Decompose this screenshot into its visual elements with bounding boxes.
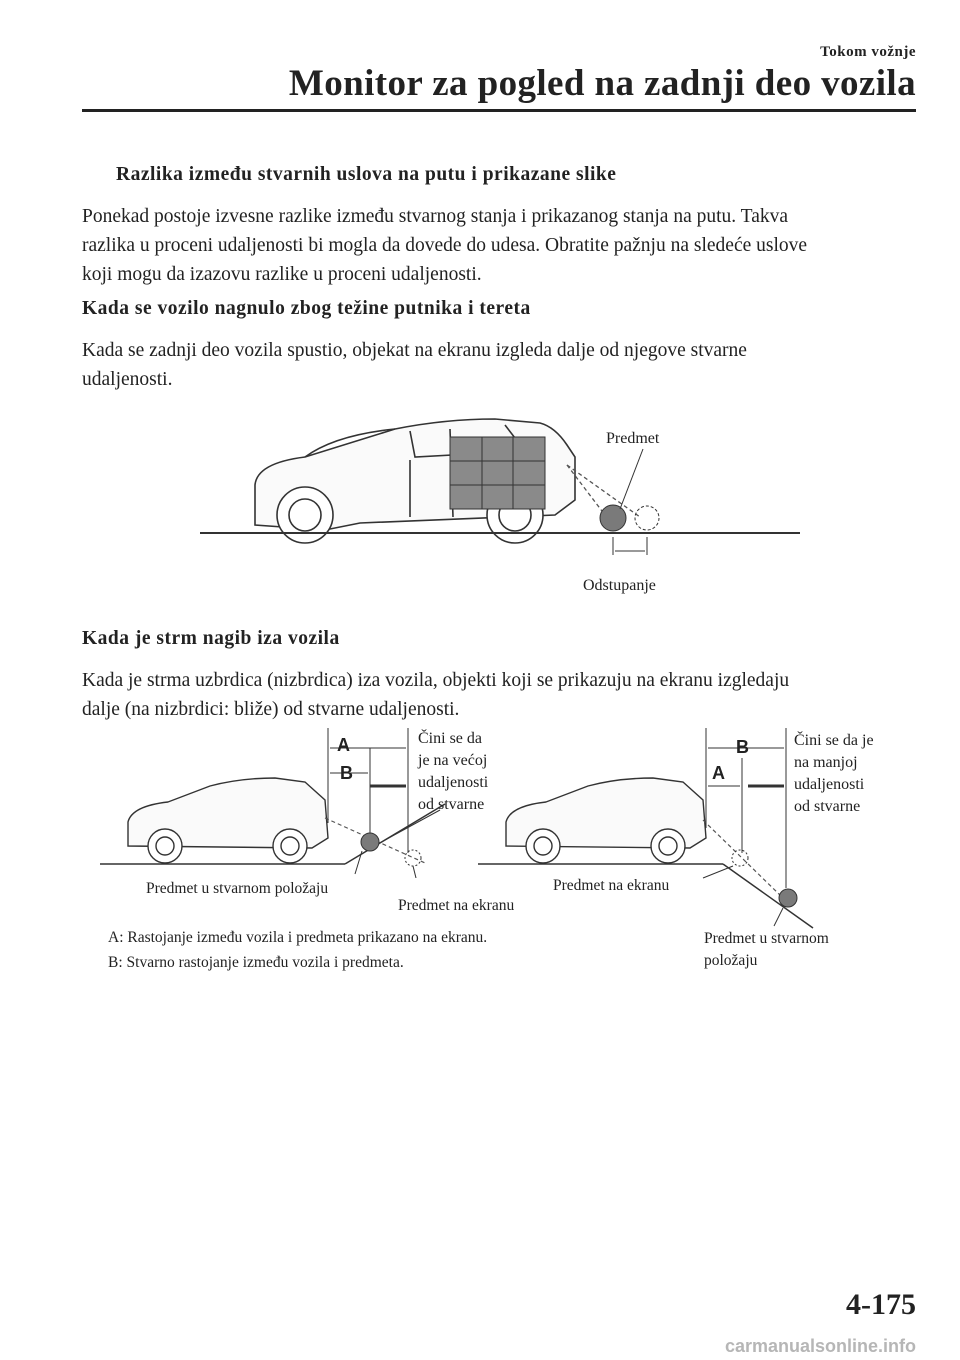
label-on-screen: Predmet na ekranu (553, 877, 670, 894)
caption-line: položaju (704, 952, 758, 969)
tilted-vehicle-figure (195, 405, 805, 555)
car-side-illustration (506, 778, 706, 863)
downhill-figure (478, 728, 818, 938)
caption-line: na manjoj (794, 754, 858, 771)
page-number: 4-175 (846, 1288, 916, 1321)
deviation-marker (613, 537, 647, 555)
label-object: Predmet (606, 430, 660, 447)
label-b: B (736, 737, 749, 757)
slope-paragraph (82, 666, 918, 724)
actual-object-circle (779, 889, 797, 907)
camera-view-line (703, 820, 783, 898)
screen-leader-line (703, 866, 733, 878)
label-deviation: Odstupanje (583, 577, 656, 594)
caption-line: udaljenosti (794, 776, 865, 793)
condition-heading-tilt: Kada se vozilo nagnulo zbog težine putnika i tereta (82, 298, 531, 319)
label-b: B (340, 763, 353, 783)
actual-leader-line (774, 908, 783, 926)
paragraph-line: Ponekad postoje izvesne razlike između stvarnog stanja i prikazanog stanja na putu. Takva (82, 206, 789, 227)
caption-line: Predmet u stvarnom (704, 930, 829, 947)
displayed-object-circle (635, 506, 659, 530)
caption-line: Čini se da je (794, 732, 874, 749)
displayed-object-circle (732, 850, 748, 866)
legend-b: B: Stvarno rastojanje između vozila i predmeta. (108, 954, 404, 971)
condition-heading-slope: Kada je strm nagib iza vozila (82, 628, 340, 649)
label-actual-position: Predmet u stvarnom položaju (146, 880, 329, 897)
caption-line: od stvarne (794, 798, 861, 815)
watermark: carmanualsonline.info (724, 1336, 916, 1356)
tilt-paragraph (82, 336, 918, 394)
object-leader-line (620, 449, 643, 509)
actual-object-circle (600, 505, 626, 531)
paragraph-line: razlika u proceni udaljenosti bi mogla da dovede do udesa. Obratite pažnju na sledeće uslove (82, 235, 808, 256)
label-on-screen: Predmet na ekranu (398, 897, 515, 914)
caption-line: je na većoj (418, 752, 488, 769)
actual-object-circle (361, 833, 379, 851)
label-actual-position (704, 928, 829, 972)
label-a: A (712, 763, 725, 783)
label-a: A (337, 735, 350, 755)
screen-leader-line (413, 866, 416, 878)
subsection-heading: Razlika između stvarnih uslova na putu i prikazane slike (116, 164, 617, 185)
cargo-boxes (450, 437, 545, 509)
section-header: Tokom vožnje (820, 44, 916, 60)
page-title: Monitor za pogled na zadnji deo vozila (288, 63, 916, 104)
caption-line: Čini se da (418, 730, 482, 747)
appears-closer-label (794, 730, 874, 818)
slope-line (723, 864, 813, 928)
caption-line: od stvarne (418, 796, 485, 813)
paragraph-line: dalje (na nizbrdici: bliže) od stvarne udaljenosti. (82, 699, 460, 720)
paragraph-line: udaljenosti. (82, 369, 173, 390)
legend-a: A: Rastojanje između vozila i predmeta prikazano na ekranu. (108, 929, 488, 946)
car-side-illustration (128, 778, 328, 863)
actual-leader-line (355, 851, 362, 874)
paragraph-line: Kada je strma uzbrdica (nizbrdica) iza vozila, objekti koji se prikazuju na ekranu izgledaju (82, 670, 790, 691)
displayed-object-circle (405, 850, 421, 866)
intro-paragraph (82, 202, 918, 289)
paragraph-line: koji mogu da izazovu razlike u proceni udaljenosti. (82, 264, 482, 285)
header-divider (82, 109, 916, 112)
uphill-figure (100, 728, 450, 878)
caption-line: udaljenosti (418, 774, 489, 791)
paragraph-line: Kada se zadnji deo vozila spustio, objekat na ekranu izgleda dalje od njegove stvarne (82, 340, 747, 361)
